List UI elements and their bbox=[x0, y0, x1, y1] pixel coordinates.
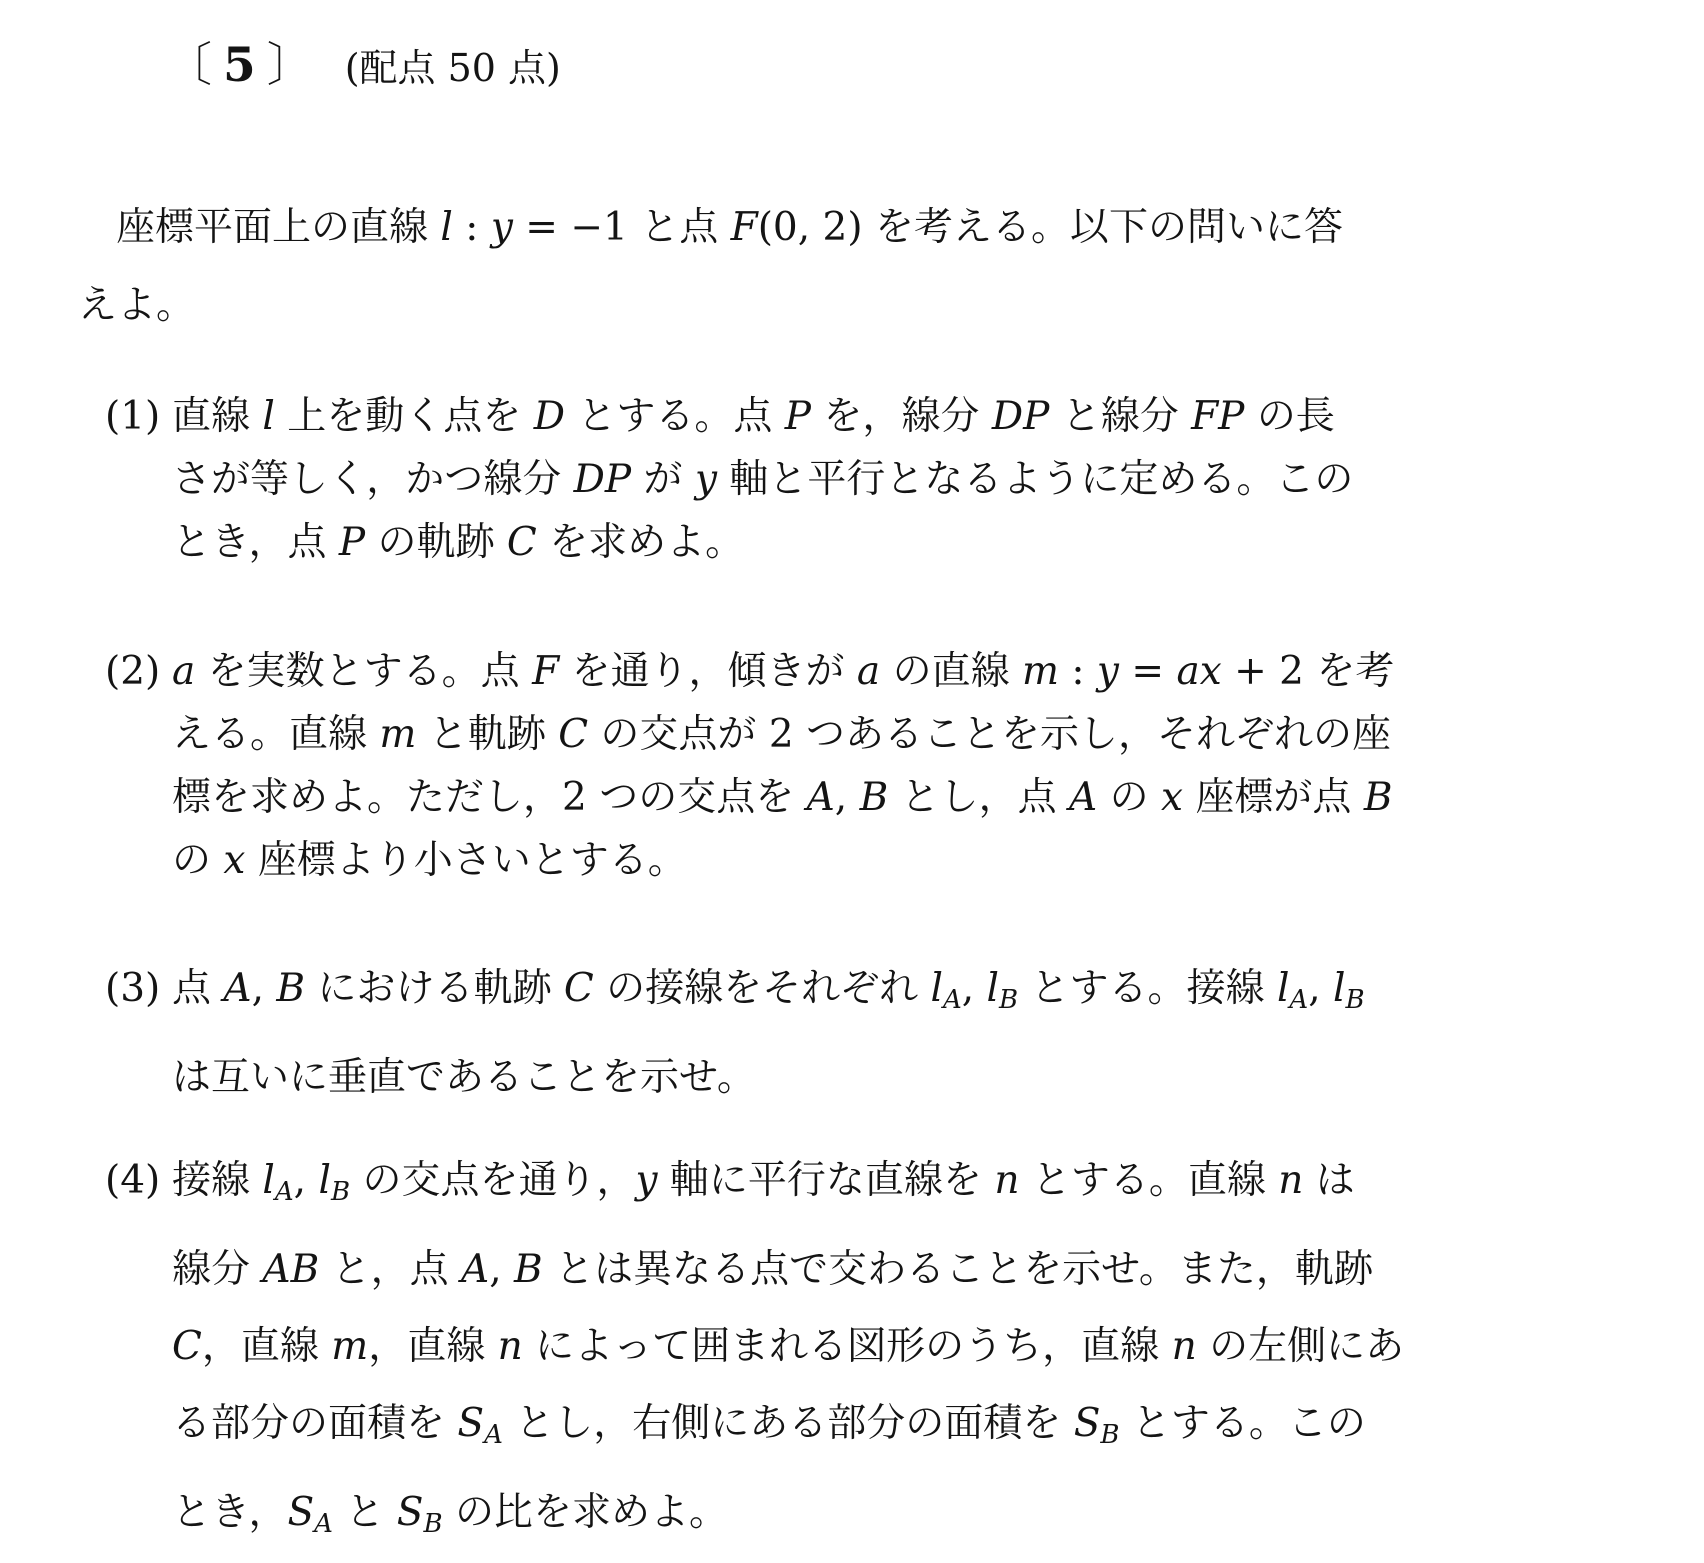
math-symbol: B bbox=[1100, 1420, 1120, 1450]
item-number: (4) bbox=[105, 1158, 161, 1203]
text-segment: えよ。 bbox=[78, 283, 196, 328]
text-line bbox=[172, 1039, 1664, 1116]
text-segment: , bbox=[961, 966, 987, 1011]
text-segment: , bbox=[489, 1247, 514, 1292]
text-segment: , bbox=[1308, 966, 1333, 1011]
text-line bbox=[172, 1474, 1664, 1563]
math-symbol: B bbox=[276, 966, 306, 1011]
text-line bbox=[172, 1385, 1664, 1474]
text-segment: が bbox=[631, 457, 695, 502]
item-number: (2) bbox=[105, 649, 161, 694]
math-symbol: B bbox=[1345, 985, 1365, 1015]
text-segment: える。直線 bbox=[172, 712, 380, 757]
text-segment: を実数とする。点 bbox=[195, 649, 533, 694]
math-symbol: B bbox=[859, 775, 889, 820]
text-segment: 軸に平行な直線を bbox=[657, 1158, 995, 1203]
text-segment: によって囲まれる図形のうち，直線 bbox=[522, 1324, 1172, 1369]
text-segment: さが等しく，かつ線分 bbox=[172, 457, 574, 502]
text-segment: + 2 bbox=[1221, 649, 1304, 694]
text-line bbox=[172, 1308, 1664, 1385]
intro-paragraph bbox=[78, 189, 1619, 345]
text-line bbox=[172, 385, 1664, 448]
math-symbol: n bbox=[497, 1324, 523, 1369]
math-symbol: m bbox=[379, 712, 417, 757]
math-symbol: A bbox=[942, 985, 962, 1015]
math-symbol: n bbox=[1171, 1324, 1197, 1369]
math-symbol: A bbox=[1069, 775, 1098, 820]
text-segment: と点 bbox=[627, 205, 731, 250]
item-text bbox=[172, 950, 1664, 1116]
text-segment: の bbox=[172, 838, 224, 883]
math-symbol: A bbox=[274, 1177, 294, 1207]
math-symbol: AB bbox=[262, 1247, 320, 1292]
text-segment: とし，右側にある部分の面積を bbox=[502, 1401, 1074, 1446]
text-segment: の直線 bbox=[880, 649, 1022, 694]
text-segment: の軌跡 bbox=[365, 520, 507, 565]
text-segment: の長 bbox=[1244, 394, 1335, 439]
text-segment: 座標より小さいとする。 bbox=[245, 838, 687, 883]
text-line bbox=[78, 267, 1619, 345]
math-symbol: l bbox=[1333, 966, 1346, 1011]
item-number: (1) bbox=[105, 394, 161, 439]
text-segment: を考 bbox=[1303, 649, 1395, 694]
math-symbol: y bbox=[490, 205, 513, 250]
text-segment: とする。直線 bbox=[1019, 1158, 1279, 1203]
bracket-close: 〕 bbox=[266, 38, 315, 93]
text-segment: の交点を通り， bbox=[350, 1158, 636, 1203]
text-segment: 線分 bbox=[172, 1247, 263, 1292]
item-text bbox=[172, 1142, 1664, 1563]
text-segment: と軌跡 bbox=[416, 712, 559, 757]
problem-item-3 bbox=[105, 950, 1664, 1116]
math-symbol: y bbox=[635, 1158, 658, 1203]
math-symbol: y bbox=[694, 457, 717, 502]
text-segment: (0, 2) bbox=[757, 205, 863, 250]
text-segment: , bbox=[251, 966, 277, 1011]
problem-number bbox=[165, 28, 315, 95]
math-symbol: A bbox=[806, 775, 835, 820]
text-segment: を考える。以下の問いに答 bbox=[862, 205, 1343, 250]
problem-item-2 bbox=[105, 640, 1664, 892]
math-symbol: B bbox=[999, 985, 1019, 1015]
text-segment: 直線 bbox=[172, 394, 263, 439]
problem-item-4 bbox=[105, 1142, 1664, 1563]
problem-header bbox=[0, 0, 1704, 95]
item-text bbox=[172, 640, 1664, 892]
math-symbol: m bbox=[331, 1324, 369, 1369]
problem-item-1 bbox=[105, 385, 1664, 574]
text-segment: の交点が 2 つあることを示し，それぞれの座 bbox=[588, 712, 1392, 757]
text-segment: る部分の面積を bbox=[172, 1401, 458, 1446]
text-segment: を，線分 bbox=[811, 394, 992, 439]
text-segment: における軌跡 bbox=[305, 966, 564, 1011]
text-segment: 点 bbox=[172, 966, 224, 1011]
text-segment: と bbox=[332, 1490, 397, 1535]
points-label: (配点 50 点) bbox=[344, 46, 561, 90]
math-symbol: S bbox=[457, 1401, 485, 1446]
math-symbol: m bbox=[1021, 649, 1059, 694]
text-segment: = −1 bbox=[512, 205, 628, 250]
math-symbol: B bbox=[330, 1177, 351, 1207]
math-symbol: S bbox=[1073, 1401, 1101, 1446]
math-symbol: x bbox=[1161, 775, 1184, 820]
math-symbol: A bbox=[223, 966, 252, 1011]
math-symbol: l bbox=[262, 1158, 275, 1203]
math-symbol: FP bbox=[1191, 394, 1245, 439]
math-symbol: C bbox=[506, 520, 537, 565]
text-segment: とは異なる点で交わることを示せ。また，軌跡 bbox=[542, 1247, 1373, 1292]
text-segment: とき，点 bbox=[172, 520, 339, 565]
text-segment: の bbox=[1097, 775, 1162, 820]
text-segment: と，点 bbox=[319, 1247, 462, 1292]
math-symbol: l bbox=[1276, 966, 1290, 1011]
math-symbol: A bbox=[1289, 985, 1309, 1015]
text-line bbox=[172, 640, 1664, 703]
text-segment: : bbox=[1058, 649, 1097, 694]
math-symbol: l bbox=[262, 394, 275, 439]
math-symbol: l bbox=[440, 205, 453, 250]
math-symbol: S bbox=[287, 1490, 315, 1535]
math-symbol: DP bbox=[991, 394, 1050, 439]
text-segment: , bbox=[293, 1158, 319, 1203]
text-segment: とする。この bbox=[1119, 1401, 1366, 1446]
math-symbol: C bbox=[172, 1324, 202, 1369]
math-symbol: a bbox=[172, 649, 196, 694]
text-segment: , bbox=[834, 775, 860, 820]
math-symbol: l bbox=[318, 1158, 331, 1203]
text-segment: ，直線 bbox=[201, 1324, 332, 1369]
text-segment: の左側にあ bbox=[1196, 1324, 1405, 1369]
math-symbol: A bbox=[314, 1509, 333, 1539]
text-segment: とする。接線 bbox=[1018, 966, 1277, 1011]
text-segment: の接線をそれぞれ bbox=[593, 966, 931, 1011]
text-segment: とし，点 bbox=[888, 775, 1070, 820]
text-segment: 軸と平行となるように定める。この bbox=[716, 457, 1354, 502]
math-symbol: P bbox=[784, 394, 812, 439]
text-segment: = bbox=[1118, 649, 1177, 694]
text-segment: は互いに垂直であることを示せ。 bbox=[172, 1055, 756, 1100]
math-symbol: C bbox=[563, 966, 594, 1011]
math-symbol: A bbox=[461, 1247, 490, 1292]
math-symbol: B bbox=[514, 1247, 543, 1292]
math-symbol: x bbox=[223, 838, 246, 883]
text-line bbox=[78, 189, 1619, 267]
problem-items bbox=[0, 385, 1704, 1563]
text-segment: とき， bbox=[172, 1490, 288, 1535]
math-symbol: y bbox=[1096, 649, 1119, 694]
math-symbol: l bbox=[930, 966, 943, 1011]
text-line bbox=[172, 1142, 1664, 1231]
math-symbol: B bbox=[1363, 775, 1393, 820]
math-symbol: n bbox=[1278, 1158, 1304, 1203]
text-segment: とする。点 bbox=[564, 394, 785, 439]
math-symbol: P bbox=[338, 520, 366, 565]
math-symbol: ax bbox=[1176, 649, 1222, 694]
text-segment: 上を動く点を bbox=[274, 394, 534, 439]
text-segment: を求めよ。 bbox=[536, 520, 745, 565]
math-symbol: F bbox=[730, 205, 758, 250]
text-segment: は bbox=[1303, 1158, 1355, 1203]
text-line bbox=[172, 1231, 1664, 1308]
math-symbol: l bbox=[986, 966, 1000, 1011]
bracket-open: 〔 bbox=[165, 38, 213, 93]
text-line bbox=[172, 950, 1664, 1039]
math-symbol: A bbox=[484, 1420, 503, 1450]
math-symbol: C bbox=[558, 712, 589, 757]
item-number: (3) bbox=[105, 966, 161, 1011]
text-line bbox=[172, 511, 1664, 574]
text-segment: 座標が点 bbox=[1183, 775, 1364, 820]
text-segment: を通り，傾きが bbox=[559, 649, 857, 694]
math-symbol: DP bbox=[573, 457, 632, 502]
text-line bbox=[172, 703, 1664, 766]
text-segment: ，直線 bbox=[368, 1324, 498, 1369]
problem-number-value: 5 bbox=[223, 38, 257, 93]
text-segment: 座標平面上の直線 bbox=[116, 205, 441, 250]
math-symbol: a bbox=[856, 649, 881, 694]
text-line bbox=[172, 829, 1664, 892]
item-text bbox=[172, 385, 1664, 574]
text-segment: 標を求めよ。ただし，2 つの交点を bbox=[172, 775, 807, 820]
text-line bbox=[172, 448, 1664, 511]
math-symbol: S bbox=[396, 1490, 424, 1535]
text-line bbox=[172, 766, 1664, 829]
math-symbol: D bbox=[533, 394, 565, 439]
math-symbol: B bbox=[423, 1509, 443, 1539]
math-symbol: n bbox=[994, 1158, 1020, 1203]
text-segment: : bbox=[452, 205, 491, 250]
text-segment: と線分 bbox=[1049, 394, 1192, 439]
math-symbol: F bbox=[532, 649, 560, 694]
text-segment: の比を求めよ。 bbox=[442, 1490, 728, 1535]
text-segment: 接線 bbox=[172, 1158, 263, 1203]
